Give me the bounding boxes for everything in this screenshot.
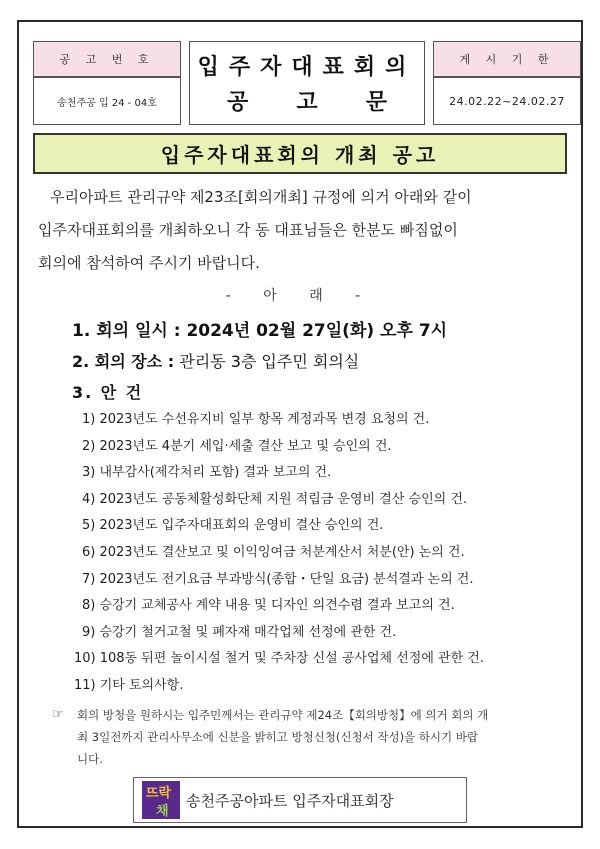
observation-note — [52, 704, 572, 770]
apartment-logo — [142, 781, 180, 819]
intro-line: 회의에 참석하여 주시기 바랍니다. — [38, 254, 260, 272]
logo-text-bottom: 채 — [156, 804, 169, 819]
issuer-name: 송천주공아파트 입주자대표회장 — [186, 791, 394, 810]
posting-period-value-cell — [433, 77, 581, 125]
notice-header — [13, 41, 573, 125]
agenda-heading: 3. 안 건 — [72, 383, 144, 402]
notice-title-band — [33, 133, 567, 174]
doc-title-char-3: 문 — [365, 90, 387, 115]
org-title: 입주자대표회의 — [197, 55, 417, 80]
agenda-item: 2) 2023년도 4분기 세입·세출 결산 보고 및 승인의 건. — [82, 438, 392, 454]
meeting-place — [72, 349, 359, 372]
logo-text-top: 뜨락 — [146, 786, 172, 801]
agenda-item: 10) 108동 뒤편 놀이시설 철거 및 주차장 신설 공사업체 선정에 관한 건. — [74, 651, 484, 667]
notice-number-value-cell — [33, 77, 181, 125]
agenda-item: 5) 2023년도 입주자대표회의 운영비 결산 승인의 건. — [82, 518, 384, 534]
posting-period-label: 게 시 기 한 — [459, 53, 555, 66]
note-line: 최 3일전까지 관리사무소에 신분을 밝히고 방청신청(신청서 작성)을 하시기 바랍 — [77, 730, 479, 744]
note-line: 회의 방청을 원하시는 입주민께서는 관리규약 제24조【회의방청】에 의거 회의 개 — [77, 708, 489, 722]
meeting-place-value: 관리동 3층 입주민 회의실 — [179, 352, 360, 371]
intro-paragraph — [38, 181, 578, 280]
notice-title: 입주자대표회의 개최 공고 — [160, 143, 440, 167]
agenda-item: 3) 내부감사(제각처리 포함) 결과 보고의 건. — [82, 465, 332, 481]
agenda-list — [74, 407, 484, 700]
doc-title-char-1: 공 — [227, 90, 249, 115]
pointing-hand-icon: ☞ — [52, 707, 64, 722]
agenda-item: 8) 승강기 교체공사 계약 내용 및 디자인 의견수렴 결과 보고의 건. — [82, 598, 455, 614]
signature-box — [133, 777, 467, 823]
agenda-item: 7) 2023년도 전기요금 부과방식(종합・단일 요금) 분석결과 논의 건. — [82, 571, 474, 587]
posting-period-value: 24.02.22~24.02.27 — [449, 94, 565, 108]
agenda-item: 9) 승강기 철거고철 및 폐자재 매각업체 선정에 관한 건. — [82, 624, 397, 640]
org-title-cell — [189, 41, 425, 125]
note-line: 니다. — [77, 752, 103, 766]
agenda-item: 11) 기타 토의사항. — [74, 677, 184, 693]
agenda-item: 4) 2023년도 공동체활성화단체 지원 적립금 운영비 결산 승인의 건. — [82, 491, 468, 507]
agenda-item: 6) 2023년도 결산보고 및 이익잉여금 처분계산서 처분(안) 논의 건. — [82, 544, 465, 560]
doc-title-char-2: 고 — [296, 90, 318, 115]
intro-line: 입주자대표회의를 개최하오니 각 동 대표님들은 한분도 빠짐없이 — [38, 221, 458, 239]
meeting-datetime: 1. 회의 일시 : 2024년 02월 27일(화) 오후 7시 — [72, 321, 448, 341]
agenda-item: 1) 2023년도 수선유지비 일부 항목 계정과목 변경 요청의 건. — [82, 412, 430, 427]
notice-number-label-cell — [33, 41, 181, 77]
meeting-place-label: 2. 회의 장소 : — [72, 352, 175, 371]
intro-line: 우리아파트 관리규약 제23조[회의개최] 규정에 의거 아래와 같이 — [50, 188, 472, 206]
notice-number-label: 공 고 번 호 — [59, 53, 155, 66]
posting-period-label-cell — [433, 41, 581, 77]
doc-title — [227, 85, 387, 116]
below-heading: - 아 래 - — [225, 288, 375, 304]
notice-number-value: 송천주공 입 24 - 04호 — [57, 97, 157, 109]
